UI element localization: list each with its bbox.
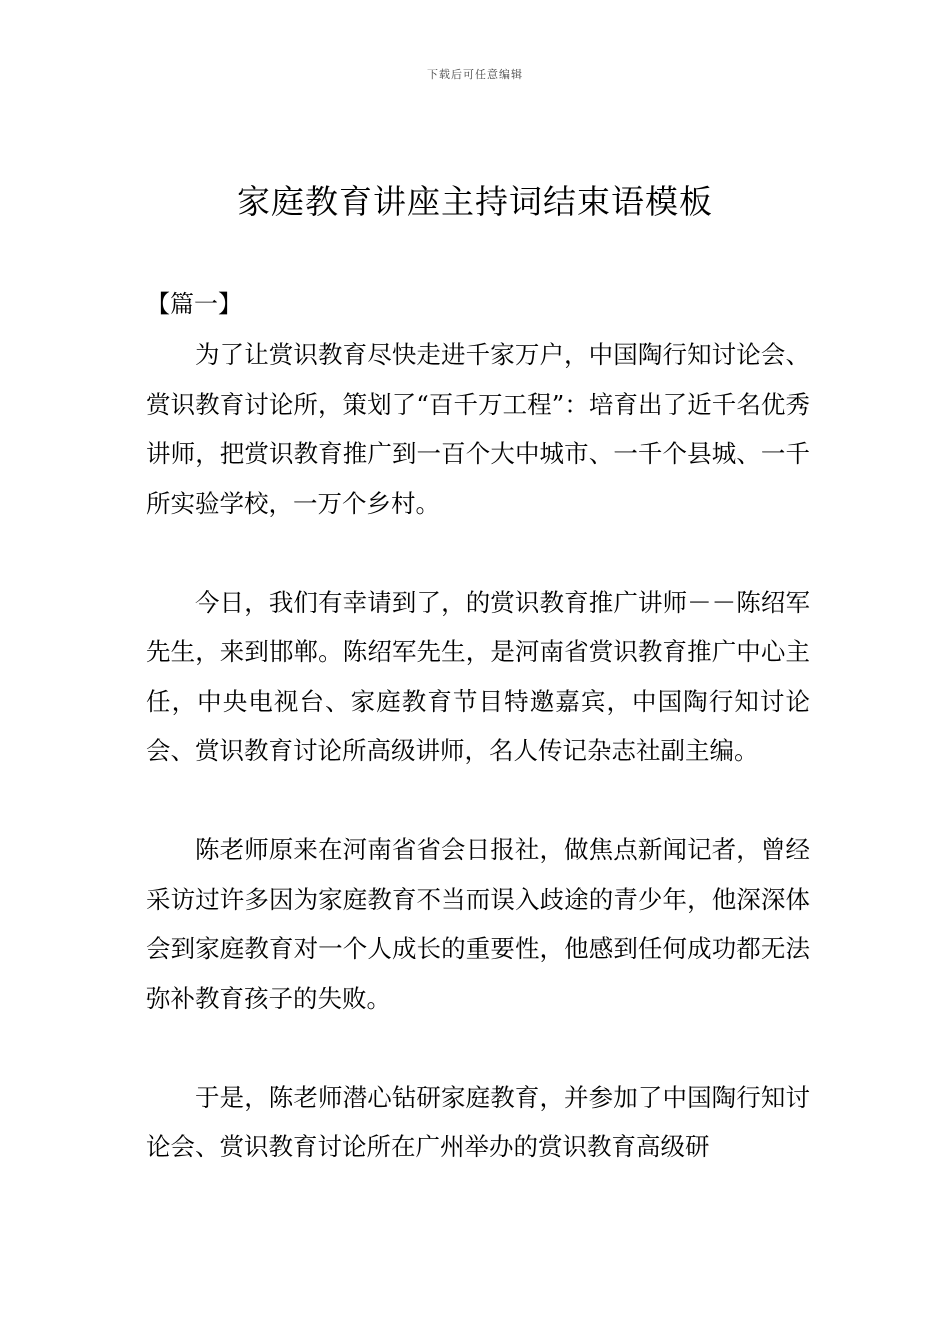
header-note: 下载后可任意编辑 (427, 68, 523, 81)
paragraph-4: 于是，陈老师潜心钻研家庭教育，并参加了中国陶行知讨论会、赏识教育讨论所在广州举办的赏识教育高级研 (146, 1082, 810, 1161)
document-body (146, 330, 810, 1221)
paragraph-1: 为了让赏识教育尽快走进千家万户，中国陶行知讨论会、赏识教育讨论所，策划了“百千万工程”：培育出了近千名优秀讲师，把赏识教育推广到一百个大中城市、一千个县城、一千所实验学校，一万个乡村。 (146, 340, 810, 518)
paragraph-3: 陈老师原来在河南省省会日报社，做焦点新闻记者，曾经采访过许多因为家庭教育不当而误入歧途的青少年，他深深体会到家庭教育对一个人成长的重要性，他感到任何成功都无法弥补教育孩子的失败。 (146, 835, 810, 1013)
paragraph-2: 今日，我们有幸请到了，的赏识教育推广讲师－－陈绍军先生，来到邯郸。陈绍军先生，是河南省赏识教育推广中心主任，中央电视台、家庭教育节目特邀嘉宾，中国陶行知讨论会、赏识教育讨论所高级讲师，名人传记杂志社副主编。 (146, 587, 810, 765)
section-label: 【篇一】 (146, 290, 242, 318)
document-title: 家庭教育讲座主持词结束语模板 (237, 182, 713, 221)
